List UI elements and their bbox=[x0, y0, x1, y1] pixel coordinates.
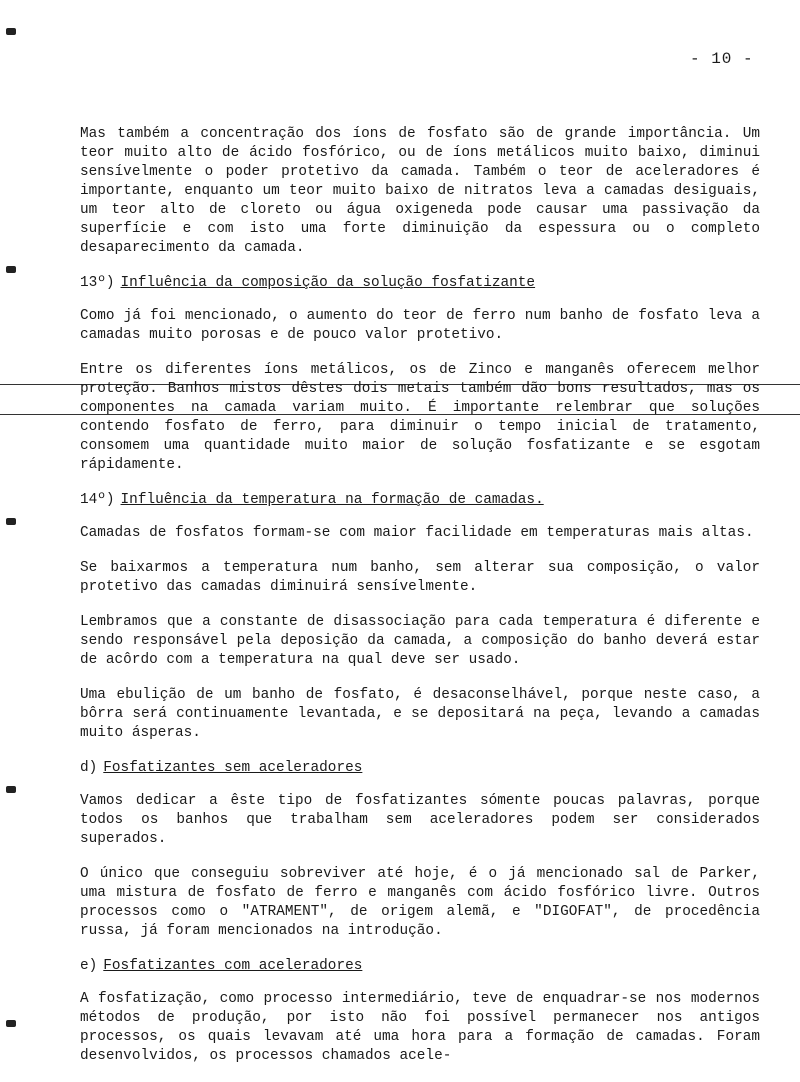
section-number: d) bbox=[80, 760, 98, 776]
paragraph: A fosfatização, como processo intermediário, teve de enquadrar-se nos modernos métodos de produção, por isto não foi possível permanecer nos antigos processos, os quais levavam até uma hora para a formação de camadas. Foram desenvolvidos, os processos chamados acele- bbox=[80, 991, 760, 1064]
paragraph: Mas também a concentração dos íons de fosfato são de grande importância. Um teor muito alto de ácido fosfórico, ou de íons metálicos muito baixo, diminui sensívelmente o poder protetivo da camada. Também o teor de aceleradores é importante, enquanto um teor muito baixo de nitratos leva a camadas desiguais, um teor alto de cloreto ou água oxigeneda pode causar uma passivação da superfície e com isto uma forte diminuição da espessura ou o completo desaparecimento da camada. bbox=[80, 126, 760, 256]
section-heading-e bbox=[80, 957, 760, 976]
paragraph: Se baixarmos a temperatura num banho, sem alterar sua composição, o valor protetivo das camadas diminuirá sensívelmente. bbox=[80, 560, 760, 595]
paragraph: Vamos dedicar a êste tipo de fosfatizantes sómente poucas palavras, porque todos os banhos que trabalham sem aceleradores podem ser considerados superados. bbox=[80, 793, 760, 847]
section-number: e) bbox=[80, 958, 98, 974]
page-number: - 10 - bbox=[690, 50, 754, 68]
section-title: Influência da composição da solução fosfatizante bbox=[120, 275, 536, 291]
paragraph: Entre os diferentes íons metálicos, os de Zinco e manganês oferecem melhor proteção. Banhos mistos dêstes dois metais também dão bons resultados, mas os componentes na camada variam muito. É importante relembrar que soluções contendo fosfato de ferro, para diminuir o tempo inicial de tratamento, consomem uma quantidade muito maior de solução fosfatizante e se esgotam rápidamente. bbox=[80, 362, 760, 473]
binder-mark bbox=[6, 518, 16, 525]
section-number: 14º) bbox=[80, 492, 115, 508]
paragraph: Como já foi mencionado, o aumento do teor de ferro num banho de fosfato leva a camadas muito porosas e de pouco valor protetivo. bbox=[80, 308, 760, 343]
section-heading-d bbox=[80, 759, 760, 778]
paragraph: Camadas de fosfatos formam-se com maior facilidade em temperaturas mais altas. bbox=[80, 525, 754, 541]
paragraph: Uma ebulição de um banho de fosfato, é desaconselhável, porque neste caso, a bôrra será continuamente levantada, e se depositará na peça, levando a camadas muito ásperas. bbox=[80, 687, 760, 741]
binder-mark bbox=[6, 1020, 16, 1027]
document-body bbox=[80, 125, 760, 1082]
section-title: Fosfatizantes com aceleradores bbox=[103, 958, 363, 974]
section-title: Influência da temperatura na formação de camadas. bbox=[120, 492, 544, 508]
section-heading-13 bbox=[80, 274, 760, 293]
paragraph: O único que conseguiu sobreviver até hoje, é o já mencionado sal de Parker, uma mistura de fosfato de ferro e manganês com ácido fosfórico livre. Outros processos como o "ATRAMENT", de origem alemã, e "DIGOFAT", de procedência russa, já foram mencionados na introdução. bbox=[80, 866, 760, 939]
section-number: 13º) bbox=[80, 275, 115, 291]
section-title: Fosfatizantes sem aceleradores bbox=[103, 760, 363, 776]
paragraph: Lembramos que a constante de disassociação para cada temperatura é diferente e sendo responsável pela deposição da camada, a composição do banho deverá estar de acôrdo com a temperatura na qual deve ser usado. bbox=[80, 614, 760, 668]
binder-mark bbox=[6, 28, 16, 35]
binder-mark bbox=[6, 786, 16, 793]
section-heading-14 bbox=[80, 491, 760, 510]
binder-mark bbox=[6, 266, 16, 273]
